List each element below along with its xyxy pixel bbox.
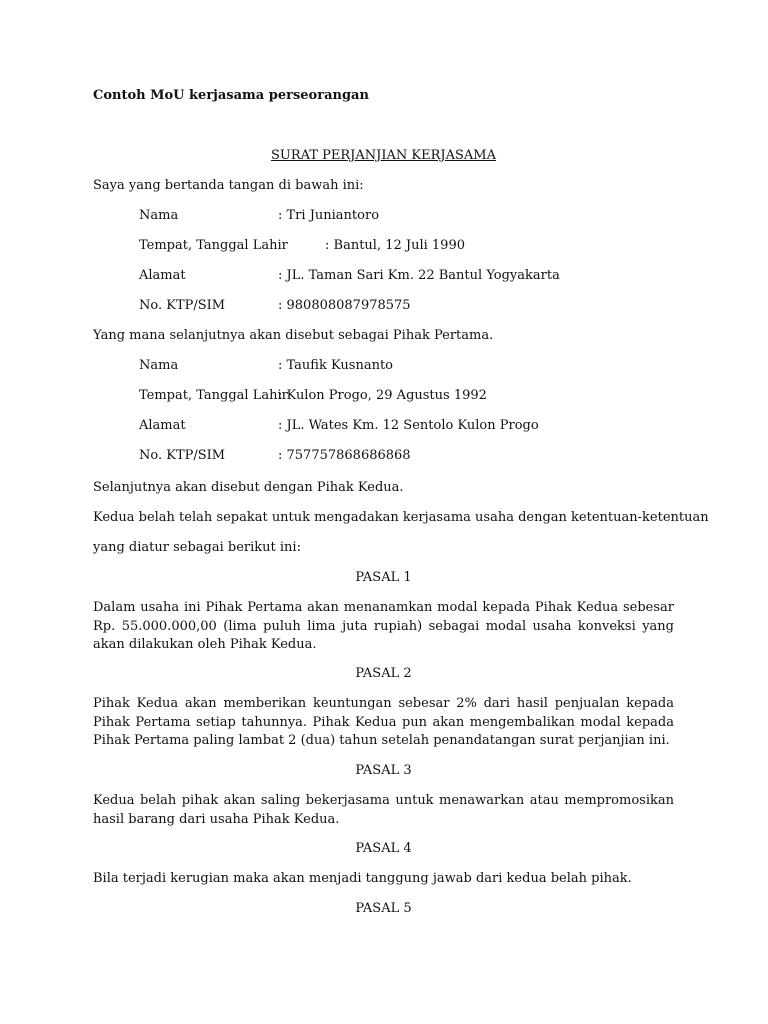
article-1-text: Dalam usaha ini Pihak Pertama akan menanamkan modal kepada Pihak Kedua sebesar Rp. 55.000.000,00 (lima puluh lima juta rupiah) sebagai modal usaha konveksi yang akan dilakukan oleh Pihak Kedua. [93, 600, 674, 652]
party1-label-id: No. KTP/SIM [139, 298, 226, 313]
party2-label-id: No. KTP/SIM [139, 448, 226, 463]
document-title: SURAT PERJANJIAN KERJASAMA [271, 148, 496, 163]
party1-label-address: Alamat [139, 268, 186, 283]
agreement-line-2: yang diatur sebagai berikut ini: [93, 540, 301, 555]
agreement-line-1: Kedua belah telah sepakat untuk mengadakan kerjasama usaha dengan ketentuan-ketentuan [93, 510, 709, 525]
article-1-heading: PASAL 1 [355, 570, 412, 585]
document-heading: Contoh MoU kerjasama perseorangan [93, 88, 369, 103]
party2-value-name: : Taufik Kusnanto [278, 358, 393, 373]
article-4-text: Bila terjadi kerugian maka akan menjadi tanggung jawab dari kedua belah pihak. [93, 871, 632, 886]
party2-value-birth: : Kulon Progo, 29 Agustus 1992 [278, 388, 487, 403]
party1-label-name: Nama [139, 208, 179, 223]
article-2-text: Pihak Kedua akan memberikan keuntungan sebesar 2% dari hasil penjualan kepada Pihak Pertama setiap tahunnya. Pihak Kedua pun akan mengembalikan modal kepada Pihak Pertama paling lambat 2 (dua) tahun setelah penandatangan surat perjanjian ini. [93, 696, 674, 748]
party1-label-birth: Tempat, Tanggal Lahir [139, 238, 288, 253]
party2-label-address: Alamat [139, 418, 186, 433]
party1-value-id: : 980808087978575 [278, 298, 411, 313]
intro-text: Saya yang bertanda tangan di bawah ini: [93, 178, 364, 193]
party2-value-address: : JL. Wates Km. 12 Sentolo Kulon Progo [278, 418, 539, 433]
party1-value-address: : JL. Taman Sari Km. 22 Bantul Yogyakarta [278, 268, 560, 283]
party1-value-name: : Tri Juniantoro [278, 208, 380, 223]
article-3-text: Kedua belah pihak akan saling bekerjasama untuk menawarkan atau mempromosikan hasil barang dari usaha Pihak Kedua. [93, 793, 674, 827]
article-5-heading: PASAL 5 [355, 901, 412, 916]
party1-note: Yang mana selanjutnya akan disebut sebagai Pihak Pertama. [93, 328, 494, 343]
party1-value-birth: : Bantul, 12 Juli 1990 [325, 238, 465, 253]
article-3-heading: PASAL 3 [355, 763, 412, 778]
party2-label-name: Nama [139, 358, 179, 373]
party2-note: Selanjutnya akan disebut dengan Pihak Kedua. [93, 480, 404, 495]
article-2-heading: PASAL 2 [355, 666, 412, 681]
article-4-heading: PASAL 4 [355, 841, 412, 856]
party2-value-id: : 757757868686868 [278, 448, 411, 463]
party2-label-birth: Tempat, Tanggal Lahir [139, 388, 288, 403]
